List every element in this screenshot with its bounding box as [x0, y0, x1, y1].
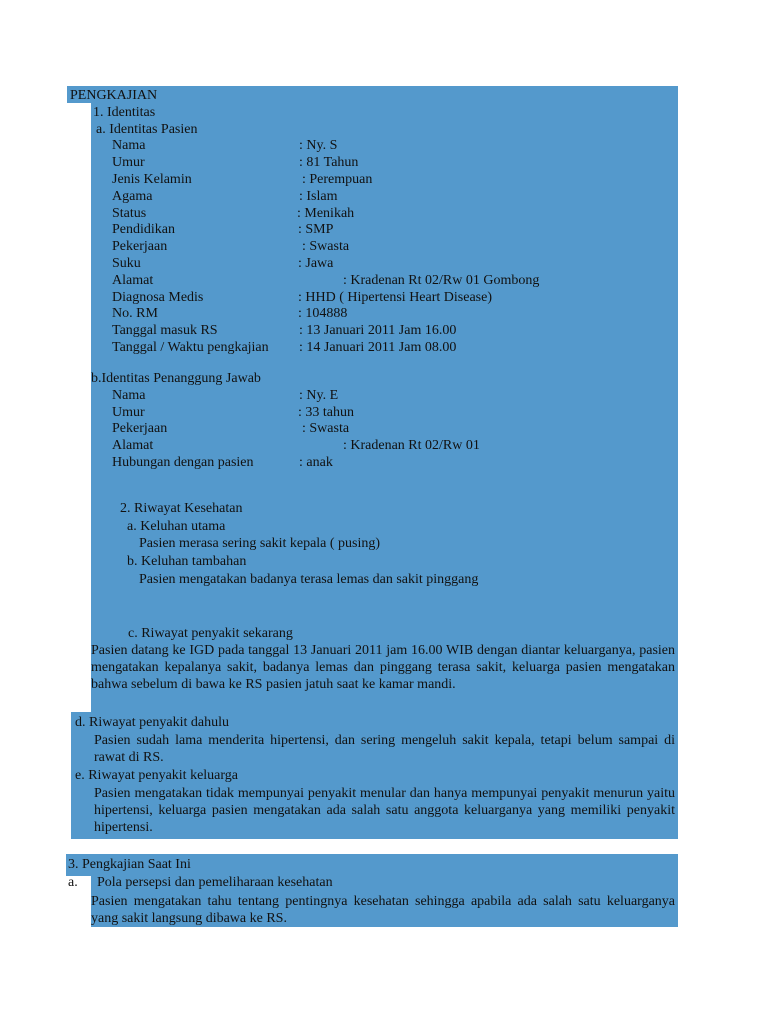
patient-label-status: Status [112, 206, 147, 221]
patient-value-tanggal-pengkajian: : 14 Januari 2011 Jam 08.00 [299, 340, 457, 355]
pengkajian-saat-ini-heading: 3. Pengkajian Saat Ini [68, 857, 191, 872]
riwayat-dahulu-text: Pasien sudah lama menderita hipertensi, dan sering mengeluh sakit kepala, tetapi belum sampai di rawat di RS. [94, 733, 675, 765]
keluhan-tambahan-heading: b. Keluhan tambahan [127, 554, 247, 569]
riwayat-heading: 2. Riwayat Kesehatan [120, 501, 243, 516]
riwayat-sekarang-heading: c. Riwayat penyakit sekarang [128, 626, 293, 641]
patient-label-diagnosa: Diagnosa Medis [112, 290, 204, 305]
guardian-heading: b.Identitas Penanggung Jawab [91, 371, 261, 386]
guardian-label-nama: Nama [112, 388, 146, 403]
patient-value-status: : Menikah [297, 206, 355, 221]
patient-heading: a. Identitas Pasien [96, 122, 198, 137]
patient-value-pendidikan: : SMP [298, 222, 334, 237]
guardian-value-alamat: : Kradenan Rt 02/Rw 01 [343, 438, 480, 453]
patient-value-umur: : 81 Tahun [299, 155, 359, 170]
patient-label-pendidikan: Pendidikan [112, 222, 175, 237]
riwayat-dahulu-heading: d. Riwayat penyakit dahulu [75, 715, 229, 730]
guardian-value-pekerjaan: : Swasta [302, 421, 350, 436]
patient-label-alamat: Alamat [112, 273, 154, 288]
patient-value-diagnosa: : HHD ( Hipertensi Heart Disease) [298, 290, 492, 305]
riwayat-sekarang-text: Pasien datang ke IGD pada tanggal 13 Januari 2011 jam 16.00 WIB dengan diantar keluarganya, pasien mengatakan kepalanya sakit, badanya lemas dan pinggang terasa sakit, keluarga pasien mengatakan bahwa sebelum di bawa ke RS pasien jatuh saat ke kamar mandi. [91, 643, 675, 692]
patient-label-no-rm: No. RM [112, 306, 158, 321]
patient-label-umur: Umur [112, 155, 145, 170]
patient-label-suku: Suku [112, 256, 141, 271]
patient-value-tanggal-masuk: : 13 Januari 2011 Jam 16.00 [299, 323, 457, 338]
doc-title: PENGKAJIAN [70, 88, 158, 103]
patient-label-pekerjaan: Pekerjaan [112, 239, 168, 254]
pola-persepsi-marker: a. [68, 875, 78, 890]
pola-persepsi-heading: Pola persepsi dan pemeliharaan kesehatan [97, 875, 333, 890]
patient-value-alamat: : Kradenan Rt 02/Rw 01 Gombong [343, 273, 540, 288]
guardian-label-pekerjaan: Pekerjaan [112, 421, 168, 436]
keluhan-utama-text: Pasien merasa sering sakit kepala ( pusing) [139, 536, 381, 551]
guardian-value-umur: : 33 tahun [298, 405, 354, 420]
keluhan-tambahan-text: Pasien mengatakan badanya terasa lemas dan sakit pinggang [139, 572, 479, 587]
keluhan-utama-heading: a. Keluhan utama [127, 519, 226, 534]
patient-label-tanggal-masuk: Tanggal masuk RS [112, 323, 218, 338]
guardian-label-alamat: Alamat [112, 438, 154, 453]
patient-value-suku: : Jawa [298, 256, 334, 271]
guardian-value-nama: : Ny. E [299, 388, 339, 403]
guardian-label-umur: Umur [112, 405, 145, 420]
patient-label-jenis-kelamin: Jenis Kelamin [112, 172, 192, 187]
guardian-label-hubungan: Hubungan dengan pasien [112, 455, 254, 470]
riwayat-keluarga-text: Pasien mengatakan tidak mempunyai penyakit menular dan hanya mempunyai penyakit menurun yaitu hipertensi, keluarga pasien mengatakan ada salah satu anggota keluarganya yang memiliki penyakit hipertensi. [94, 786, 675, 835]
riwayat-keluarga-heading: e. Riwayat penyakit keluarga [75, 768, 239, 783]
identitas-heading: 1. Identitas [93, 105, 156, 120]
patient-label-agama: Agama [112, 189, 153, 204]
pola-persepsi-text: Pasien mengatakan tahu tentang pentingnya kesehatan sehingga apabila ada salah satu keluarganya yang sakit langsung dibawa ke RS. [91, 894, 675, 926]
patient-value-nama: : Ny. S [299, 138, 338, 153]
patient-label-nama: Nama [112, 138, 146, 153]
guardian-value-hubungan: : anak [299, 455, 333, 470]
patient-value-agama: : Islam [299, 189, 338, 204]
patient-value-jenis-kelamin: : Perempuan [302, 172, 373, 187]
patient-label-tanggal-pengkajian: Tanggal / Waktu pengkajian [112, 340, 269, 355]
patient-value-pekerjaan: : Swasta [302, 239, 350, 254]
patient-value-no-rm: : 104888 [298, 306, 348, 321]
